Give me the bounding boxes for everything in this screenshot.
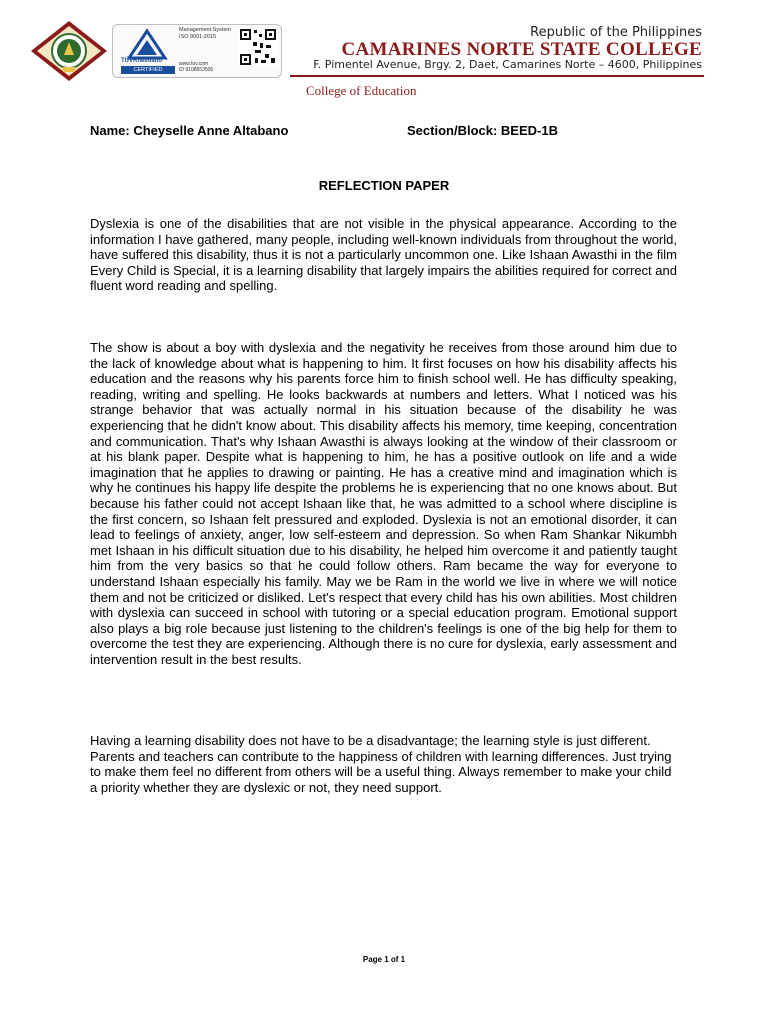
- college-seal-icon: [30, 20, 108, 82]
- page-number: Page 1 of 1: [362, 955, 406, 964]
- certified-label: CERTIFIED: [121, 66, 175, 74]
- republic-label: Republic of the Philippines: [530, 25, 702, 40]
- tuv-name: TÜVRheinland: [121, 58, 163, 64]
- letterhead: [0, 0, 768, 110]
- student-section: Section/Block: BEED-1B: [407, 123, 558, 138]
- document-title: REFLECTION PAPER: [318, 178, 450, 193]
- header-divider: [290, 75, 704, 77]
- management-label: Management System: [179, 27, 231, 33]
- qr-code-icon: [239, 28, 277, 66]
- iso-certification-badge: [112, 24, 282, 78]
- iso-label: ISO 9001:2015: [179, 33, 217, 40]
- paragraph: Dyslexia is one of the disabilities that are not visible in the physical appearance. According to the information I have gathered, many people, including well-known individuals from throughout the world, have suffered this disability, thus it is not a particularly uncommon one. Like Ishaan Awasthi in the film Every Child is Special, it is a learning disability that largely impairs the abilities required for correct and fluent word reading and spelling.: [90, 216, 677, 294]
- department-name: College of Education: [306, 83, 417, 98]
- college-address: F. Pimentel Avenue, Brgy. 2, Daet, Camarines Norte – 4600, Philippines: [313, 58, 702, 71]
- college-name: CAMARINES NORTE STATE COLLEGE: [341, 39, 702, 60]
- certification-url: www.tuv.com: [179, 61, 209, 67]
- management-system-text: [179, 27, 239, 40]
- paragraph: The show is about a boy with dyslexia and the negativity he receives from those around him due to the lack of knowledge about what is happening to him. It first focuses on how his disability affects his education and the reasons why his parents force him to finish school well. He has difficulty speaking, reading, writing and spelling. He looks backwards at numbers and letters. What I noticed was his strange behavior that was actually normal in his situation because of the disability he was experiencing that he didn't know about. This disability affects his memory, time keeping, concentration and communication. That's why Ishaan Awasthi is always looking at the window of their classroom or at his blank paper. Despite what is happening to him, he has a positive outlook on life and a wide imagination that he applies to drawing or painting. He has a creative mind and imagination which is why he continues his happy life despite the problems he is experiencing that no one knows about. But because his father could not accept Ishaan like that, he was admitted to a school where discipline is the first concern, so Ishaan felt pressured and exploded. Dyslexia is not an emotional disorder, it can lead to feelings of anxiety, anger, low self-esteem and depression. So when Ram Shankar Nikumbh met Ishaan in his difficult situation due to his disability, he helped him overcome it and patiently taught him from the very basics so that he could follow others. Ram became the way for everyone to understand Ishaan especially his family. May we be Ram in the world we live in where we will notice them and not be criticized or disliked. Let's respect that every child has his own abilities. Most children with dyslexia can succeed in school with tutoring or a special education program. Emotional support also plays a big role because just listening to the children's feelings is one of the big help for them to overcome the test they are experiencing. Although there is no cure for dyslexia, early assessment and intervention result in the best results.: [90, 340, 677, 667]
- certification-contact: [179, 61, 239, 73]
- student-name: Name: Cheyselle Anne Altabano: [90, 123, 289, 138]
- paragraph: Having a learning disability does not have to be a disadvantage; the learning style is just different. Parents and teachers can contribute to the happiness of children with learning differences. Just trying to make them feel no different from others will be a useful thing. Always remember to make your child a priority whether they are dyslexic or not, they need support.: [90, 733, 672, 795]
- certification-id: ID 9108653506: [179, 67, 214, 73]
